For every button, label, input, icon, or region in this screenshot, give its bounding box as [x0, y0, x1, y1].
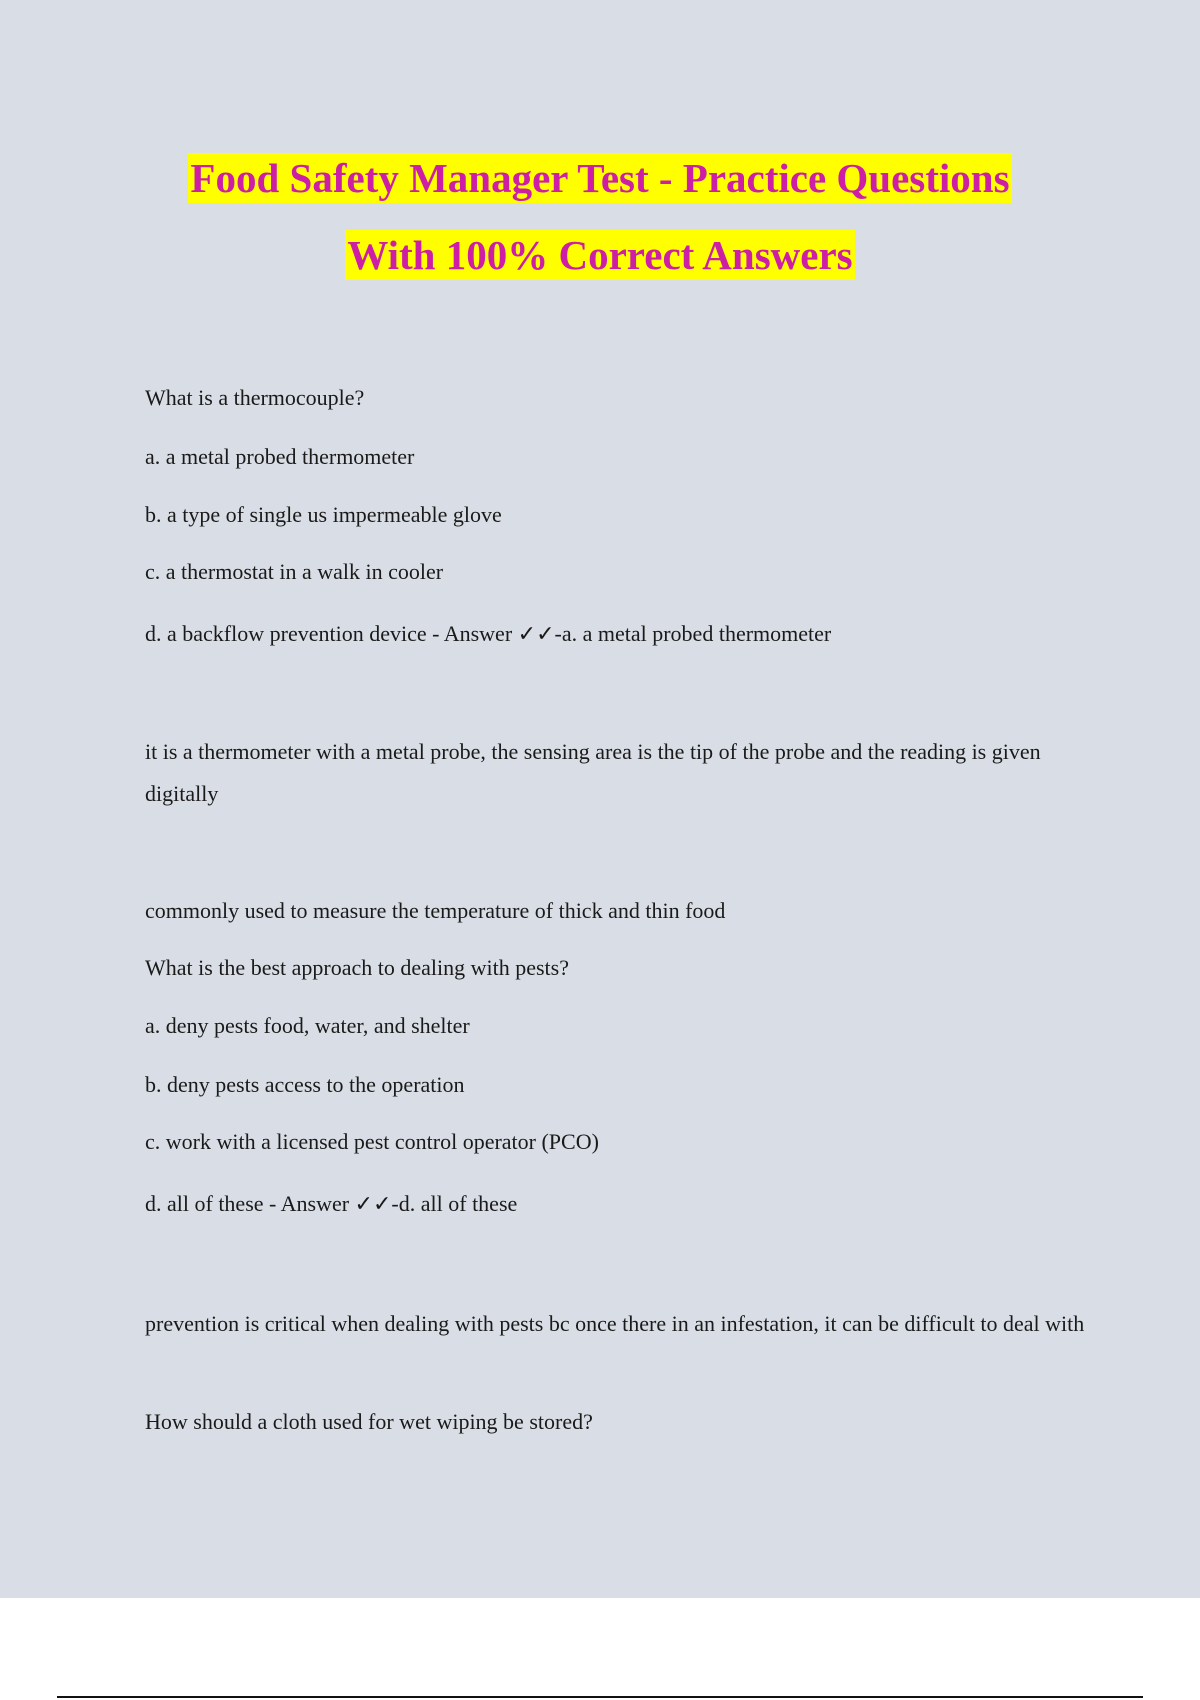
question-2-option-c: c. work with a licensed pest control operator (PCO)	[145, 1129, 599, 1154]
question-1-option-a: a. a metal probed thermometer	[145, 444, 415, 469]
title-line-1-row	[0, 140, 1200, 217]
question-2-option-b: b. deny pests access to the operation	[145, 1072, 465, 1097]
question-2-explanation: prevention is critical when dealing with pests bc once there in an infestation, it can be difficult to deal with	[145, 1311, 1085, 1336]
question-2-option-d-answer: d. all of these - Answer ✓✓-d. all of these	[145, 1191, 518, 1216]
title-line-2: With 100% Correct Answers	[347, 232, 853, 278]
document-title	[0, 140, 1200, 294]
question-1-text: What is a thermocouple?	[145, 385, 365, 410]
footer-divider	[57, 1696, 1143, 1698]
question-1-option-d-answer: d. a backflow prevention device - Answer ✓✓-a. a metal probed thermometer	[145, 621, 832, 646]
question-1-explanation: it is a thermometer with a metal probe, the sensing area is the tip of the probe and the reading is given digitally	[145, 739, 1041, 806]
question-1-note: commonly used to measure the temperature of thick and thin food	[145, 898, 726, 923]
question-3-text: How should a cloth used for wet wiping be stored?	[145, 1409, 593, 1434]
question-2-option-a: a. deny pests food, water, and shelter	[145, 1013, 470, 1038]
title-line-1: Food Safety Manager Test - Practice Questions	[190, 155, 1010, 201]
question-2-text: What is the best approach to dealing with pests?	[145, 955, 569, 980]
title-line-2-row	[0, 217, 1200, 294]
question-1-option-c: c. a thermostat in a walk in cooler	[145, 559, 444, 584]
question-1-option-b: b. a type of single us impermeable glove	[145, 502, 502, 527]
